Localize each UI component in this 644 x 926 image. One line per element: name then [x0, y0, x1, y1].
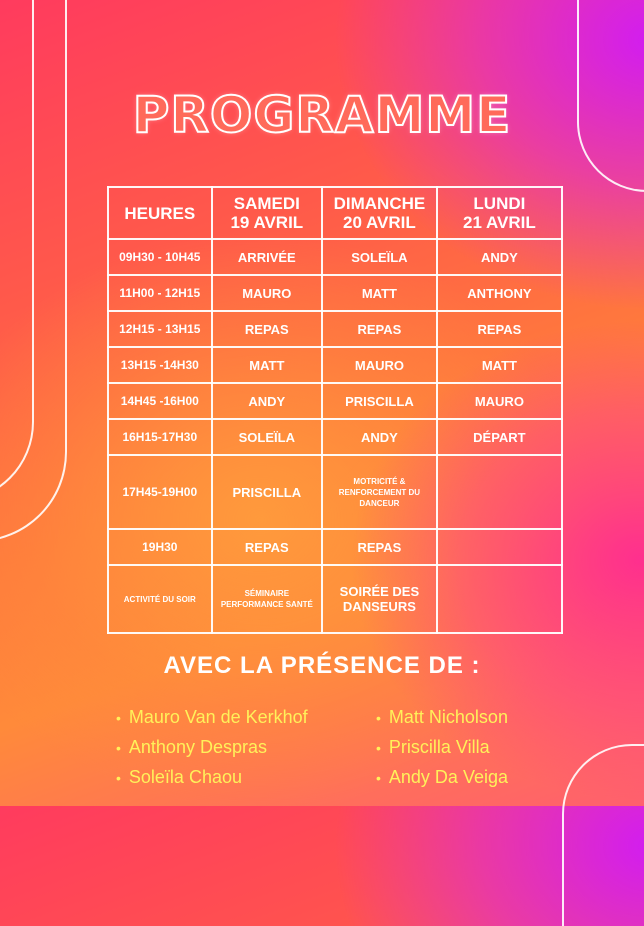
bullet-icon: •	[376, 770, 381, 787]
header-monday	[437, 187, 562, 239]
activity-cell: MATT	[212, 347, 322, 383]
guest-name: Soleïla Chaou	[128, 767, 242, 787]
header-monday-label: LUNDI 21 AVRIL	[463, 194, 536, 232]
schedule-row	[108, 311, 562, 347]
activity-cell	[437, 455, 562, 529]
schedule-row	[108, 455, 562, 529]
guest-name: Priscilla Villa	[388, 737, 490, 757]
activity-cell: REPAS	[212, 529, 322, 565]
guest-list-left	[116, 702, 308, 792]
schedule-row	[108, 347, 562, 383]
time-slot-cell: 12H15 - 13H15	[108, 311, 212, 347]
guest-name: Mauro Van de Kerkhof	[128, 707, 308, 727]
time-slot-cell: 09H30 - 10H45	[108, 239, 212, 275]
schedule-table	[107, 186, 563, 634]
schedule-row	[108, 239, 562, 275]
schedule-header-row	[108, 187, 562, 239]
bullet-icon: •	[376, 740, 381, 757]
activity-cell: ANDY	[322, 419, 437, 455]
time-slot-cell: 16H15-17H30	[108, 419, 212, 455]
guest-item	[116, 702, 308, 732]
guest-list-right	[376, 702, 508, 792]
decorative-curve-left-inner	[0, 0, 34, 502]
bullet-icon: •	[116, 740, 121, 757]
activity-cell: SÉMINAIRE PERFORMANCE SANTÉ	[212, 565, 322, 633]
activity-cell: ANTHONY	[437, 275, 562, 311]
activity-cell: SOLEÏLA	[212, 419, 322, 455]
time-slot-cell: 13H15 -14H30	[108, 347, 212, 383]
schedule-row	[108, 383, 562, 419]
guest-item	[116, 732, 308, 762]
time-slot-cell: 19H30	[108, 529, 212, 565]
activity-cell: ARRIVÉE	[212, 239, 322, 275]
decorative-curve-bottom-right	[562, 744, 644, 926]
activity-cell: ANDY	[212, 383, 322, 419]
activity-cell: REPAS	[212, 311, 322, 347]
schedule-row	[108, 275, 562, 311]
guest-item	[376, 732, 508, 762]
activity-cell: MAURO	[437, 383, 562, 419]
header-sunday	[322, 187, 437, 239]
bullet-icon: •	[116, 770, 121, 787]
header-hours: HEURES	[108, 187, 212, 239]
schedule-row	[108, 419, 562, 455]
activity-cell: REPAS	[322, 529, 437, 565]
guest-item	[376, 702, 508, 732]
activity-cell: DÉPART	[437, 419, 562, 455]
guest-item	[376, 762, 508, 792]
presence-heading: AVEC LA PRÉSENCE DE :	[163, 652, 481, 679]
activity-cell: PRISCILLA	[212, 455, 322, 529]
activity-cell: ANDY	[437, 239, 562, 275]
activity-cell: REPAS	[437, 311, 562, 347]
header-saturday-label: SAMEDI 19 AVRIL	[230, 194, 304, 232]
activity-cell	[437, 565, 562, 633]
header-sunday-label: DIMANCHE 20 AVRIL	[333, 194, 426, 232]
guest-name: Anthony Despras	[128, 737, 267, 757]
activity-cell: SOIRÉE DES DANSEURS	[322, 565, 437, 633]
guest-item	[116, 762, 308, 792]
activity-cell: MATT	[437, 347, 562, 383]
bullet-icon: •	[116, 710, 121, 727]
activity-cell: REPAS	[322, 311, 437, 347]
guest-name: Matt Nicholson	[388, 707, 508, 727]
schedule-body	[108, 239, 562, 633]
activity-cell	[437, 529, 562, 565]
activity-cell: SOLEÏLA	[322, 239, 437, 275]
guest-name: Andy Da Veiga	[388, 767, 508, 787]
activity-cell: MAURO	[322, 347, 437, 383]
time-slot-cell: 17H45-19H00	[108, 455, 212, 529]
schedule-row	[108, 565, 562, 633]
activity-cell: MATT	[322, 275, 437, 311]
page-title: PROGRAMME	[132, 86, 512, 144]
time-slot-cell: 11H00 - 12H15	[108, 275, 212, 311]
bullet-icon: •	[376, 710, 381, 727]
time-slot-cell: ACTIVITÉ DU SOIR	[108, 565, 212, 633]
header-saturday	[212, 187, 322, 239]
activity-cell: MOTRICITÉ & RENFORCEMENT DU DANCEUR	[322, 455, 437, 529]
time-slot-cell: 14H45 -16H00	[108, 383, 212, 419]
activity-cell: PRISCILLA	[322, 383, 437, 419]
schedule-row	[108, 529, 562, 565]
activity-cell: MAURO	[212, 275, 322, 311]
